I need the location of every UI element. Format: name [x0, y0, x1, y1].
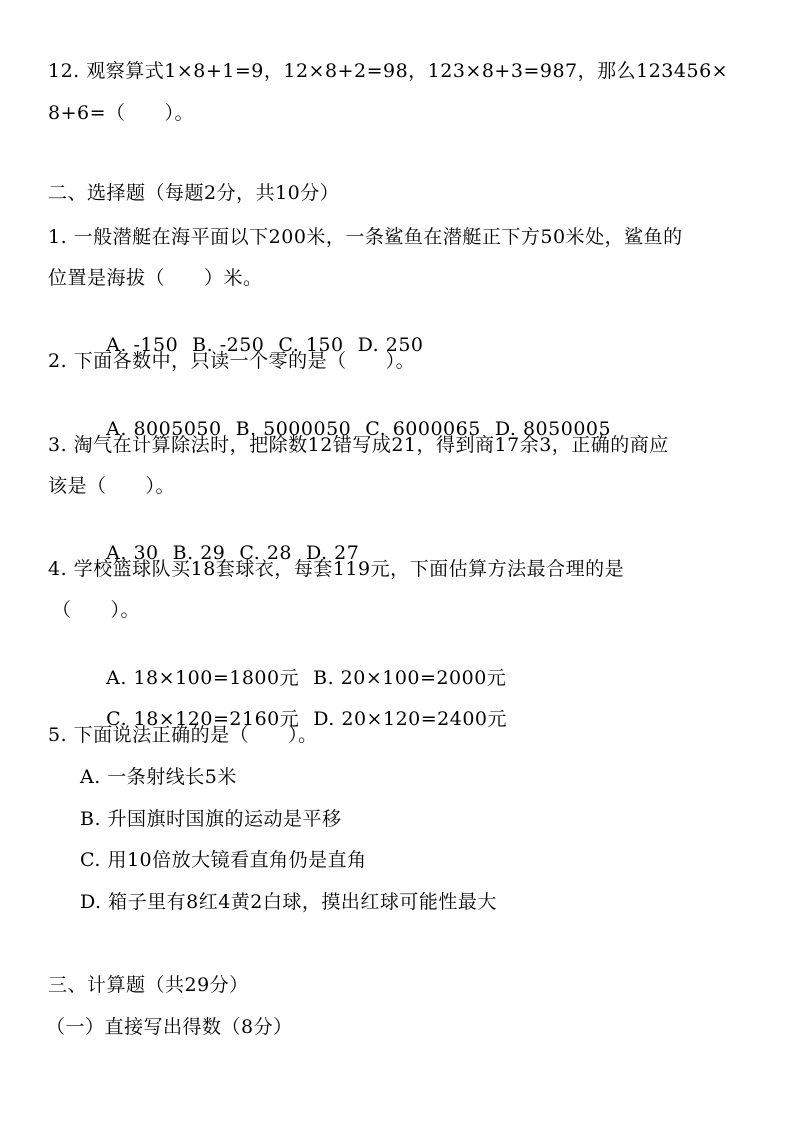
s2-q1-option-d: D. 250	[357, 334, 424, 356]
s2-q3-option-d: D. 27	[306, 542, 360, 564]
section3-title: 三、计算题（共29分）	[48, 974, 249, 996]
section2-title: 二、选择题（每题2分，共10分）	[48, 182, 340, 204]
s2-q3-line1: 3. 淘气在计算除法时，把除数12错写成21，得到商17余3，正确的商应	[48, 434, 669, 456]
s2-q5-line1: 5. 下面说法正确的是（ ）。	[48, 724, 318, 746]
s2-q1-option-c: C. 150	[278, 334, 344, 356]
s2-q2-option-c: C. 6000065	[365, 418, 481, 440]
s2-q4-option-d: D. 20×120=2400元	[313, 708, 508, 730]
s2-q1-option-a: A. -150	[106, 334, 179, 356]
s2-q4-line2: （ ）。	[52, 599, 141, 621]
s2-q1-line2: 位置是海拔（ ）米。	[48, 267, 263, 289]
s2-q3-line2: 该是（ ）。	[48, 475, 176, 497]
s2-q4-option-c: C. 18×120=2160元	[106, 708, 300, 730]
s2-q4-line1: 4. 学校篮球队买18套球衣，每套119元，下面估算方法最合理的是	[48, 558, 625, 580]
s2-q4-option-b: B. 20×100=2000元	[313, 667, 507, 689]
q12-line2: 8+6=（ ）。	[48, 102, 195, 124]
s2-q2-option-a: A. 8005050	[106, 418, 222, 440]
q12-line1: 12. 观察算式1×8+1=9，12×8+2=98，123×8+3=987，那么123456×	[48, 60, 729, 82]
s2-q2-option-d: D. 8050005	[494, 418, 612, 440]
s2-q1-line1: 1. 一般潜艇在海平面以下200米，一条鲨鱼在潜艇正下方50米处，鲨鱼的	[48, 226, 683, 248]
s2-q5-option-b: B. 升国旗时国旗的运动是平移	[80, 808, 342, 830]
s2-q3-option-a: A. 30	[106, 542, 159, 564]
section3-sub1: （一）直接写出得数（8分）	[46, 1016, 293, 1038]
s2-q5-option-a: A. 一条射线长5米	[80, 766, 237, 788]
s2-q4-option-a: A. 18×100=1800元	[106, 667, 300, 689]
s2-q3-option-c: C. 28	[239, 542, 292, 564]
s2-q2-line1: 2. 下面各数中，只读一个零的是（ ）。	[48, 350, 416, 372]
s2-q2-option-b: B. 5000050	[235, 418, 352, 440]
s2-q1-option-b: B. -250	[192, 334, 265, 356]
s2-q3-option-b: B. 29	[172, 542, 226, 564]
s2-q5-option-c: C. 用10倍放大镜看直角仍是直角	[80, 849, 367, 871]
s2-q5-option-d: D. 箱子里有8红4黄2白球，摸出红球可能性最大	[80, 891, 497, 913]
